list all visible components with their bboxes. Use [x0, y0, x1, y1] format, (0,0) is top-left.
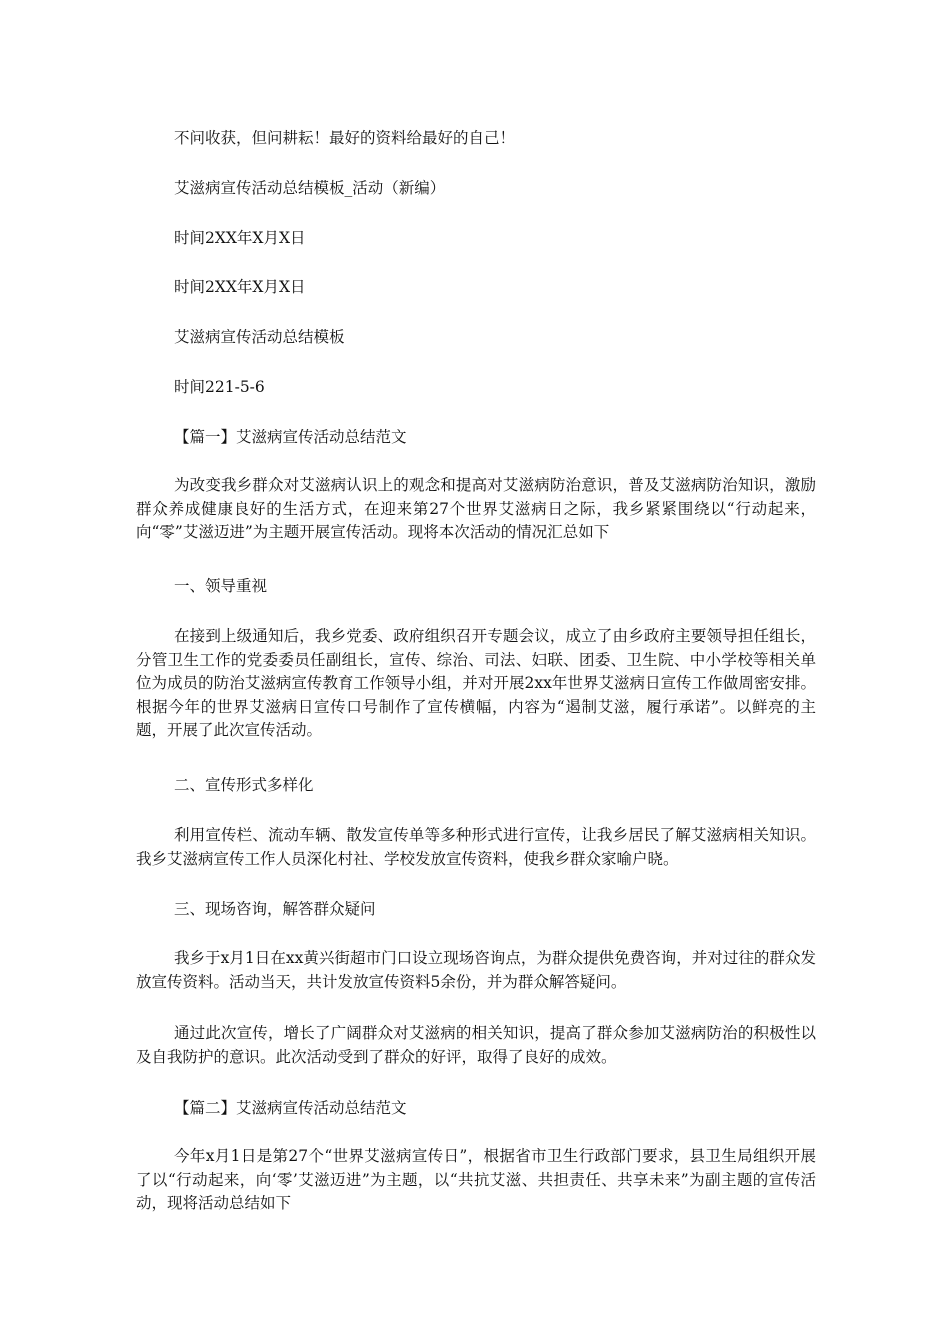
date-line: 时间221-5-6 — [174, 378, 265, 396]
article-paragraph: 利用宣传栏、流动车辆、散发宣传单等多种形式进行宣传，让我乡居民了解艾滋病相关知识。我乡艾滋病宣传工作人员深化村社、学校发放宣传资料，使我乡群众家喻户晓。 — [136, 826, 816, 868]
section-heading: 一、领导重视 — [174, 577, 268, 595]
article-paragraph: 为改变我乡群众对艾滋病认识上的观念和提高对艾滋病防治意识，普及艾滋病防治知识，激励群众养成健康良好的生活方式，在迎来第27个世界艾滋病日之际，我乡紧紧围绕以“行动起来，向“零”艾滋迈进”为主题开展宣传活动。现将本次活动的情况汇总如下 — [136, 476, 816, 541]
section-heading: 三、现场咨询，解答群众疑问 — [174, 900, 376, 918]
motto-line: 不问收获，但问耕耘！最好的资料给最好的自己！ — [174, 129, 516, 147]
article-heading: 【篇一】艾滋病宣传活动总结范文 — [174, 428, 407, 446]
section-heading: 二、宣传形式多样化 — [174, 776, 314, 794]
article-paragraph: 在接到上级通知后，我乡党委、政府组织召开专题会议，成立了由乡政府主要领导担任组长，分管卫生工作的党委委员任副组长，宣传、综治、司法、妇联、团委、卫生院、中小学校等相关单位为成员的防治艾滋病宣传教育工作领导小组，并对开展2xx年世界艾滋病日宣传工作做周密安排。根据今年的世界艾滋病日宣传口号制作了宣传横幅，内容为“遏制艾滋，履行承诺”。以鲜亮的主题，开展了此次宣传活动。 — [136, 627, 816, 739]
document-title: 艾滋病宣传活动总结模板_活动（新编） — [174, 179, 446, 197]
article-heading: 【篇二】艾滋病宣传活动总结范文 — [174, 1099, 407, 1117]
article-paragraph: 我乡于x月1日在xx黄兴街超市门口设立现场咨询点，为群众提供免费咨询，并对过往的群众发放宣传资料。活动当天，共计发放宣传资料5余份，并为群众解答疑问。 — [136, 949, 816, 991]
date-line: 时间2XX年X月X日 — [174, 278, 306, 296]
date-line: 时间2XX年X月X日 — [174, 229, 306, 247]
document-subtitle: 艾滋病宣传活动总结模板 — [174, 328, 345, 346]
article-paragraph: 今年x月1日是第27个“世界艾滋病宣传日”，根据省市卫生行政部门要求，县卫生局组织开展了以“行动起来，向‘零’艾滋迈进”为主题，以“共抗艾滋、共担责任、共享未来”为副主题的宣传活动，现将活动总结如下 — [136, 1147, 816, 1212]
article-paragraph: 通过此次宣传，增长了广阔群众对艾滋病的相关知识，提高了群众参加艾滋病防治的积极性以及自我防护的意识。此次活动受到了群众的好评，取得了良好的成效。 — [136, 1024, 816, 1066]
